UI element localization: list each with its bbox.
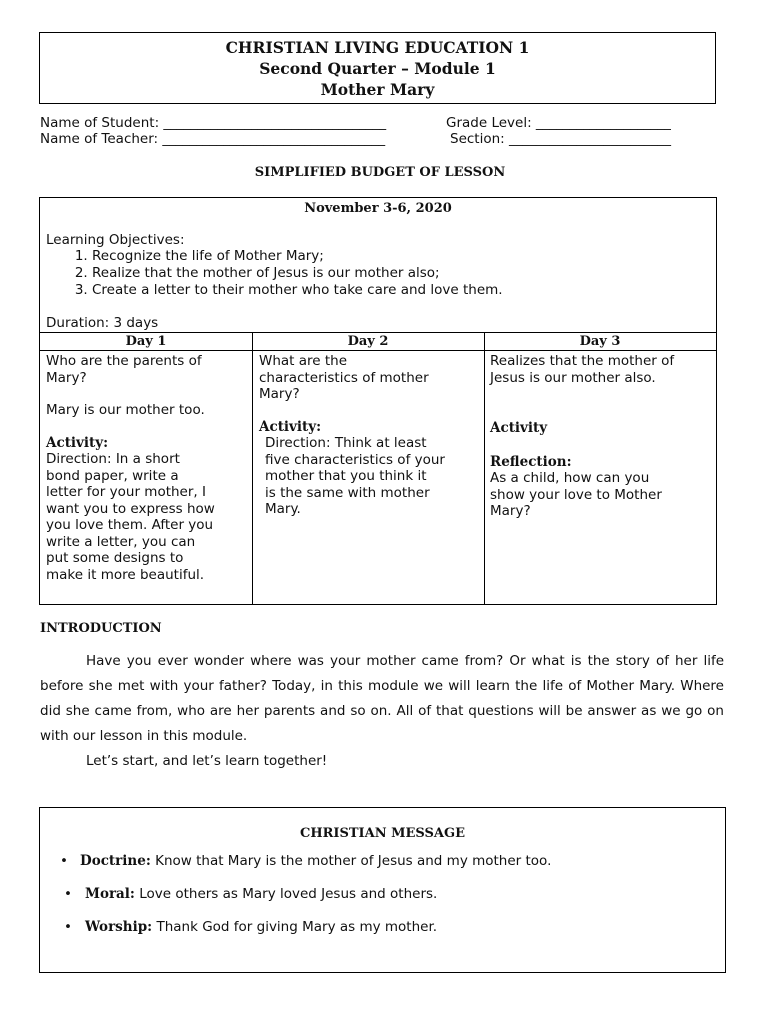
day1-activity-text: make it more beautiful.	[46, 566, 205, 583]
objective-item: 1. Recognize the life of Mother Mary;	[92, 248, 712, 265]
day2-activity-text: is the same with mother	[265, 484, 430, 501]
day1-activity-text: put some designs to	[46, 550, 184, 566]
message-text: Love others as Mary loved Jesus and others.	[134, 886, 438, 902]
day3-cell	[490, 353, 714, 520]
introduction-paragraph: Have you ever wonder where was your mother came from? Or what is the story of her life before she met with your father? Today, in this module we will learn the life of Mother Mary. Where did she came from, who are her parents and so on. All of that questions will be answer as we go on with our lesson in this module.	[40, 653, 724, 744]
day1-text: Mary?	[46, 369, 87, 386]
message-item-worship	[60, 919, 437, 935]
day2-header: Day 2	[347, 334, 389, 349]
module-topic: Mother Mary	[320, 80, 435, 99]
day2-text: Mary?	[259, 386, 300, 402]
day3-reflection-label: Reflection:	[490, 453, 572, 470]
message-item-doctrine	[60, 853, 551, 869]
day2-text: What are the	[259, 353, 348, 369]
day1-activity-text: letter for your mother, I	[46, 484, 206, 500]
day2-activity-text: five characteristics of your	[265, 451, 445, 468]
message-label: Doctrine:	[80, 853, 151, 869]
divider	[252, 332, 253, 604]
objectives-list	[70, 248, 712, 299]
day1-activity-text: you love them. After you	[46, 517, 214, 533]
introduction-heading: INTRODUCTION	[40, 621, 162, 636]
day1-header: Day 1	[125, 334, 167, 349]
divider	[40, 350, 716, 351]
budget-heading: SIMPLIFIED BUDGET OF LESSON	[254, 165, 506, 180]
day2-activity-text: Direction: Think at least	[265, 435, 427, 451]
budget-table	[39, 197, 717, 605]
day1-text: Who are the parents of	[46, 353, 202, 369]
title-box	[39, 32, 716, 104]
day3-reflection-text: As a child, how can you	[490, 470, 650, 486]
quarter-module: Second Quarter – Module 1	[259, 59, 496, 78]
day1-activity-text: Direction: In a short	[46, 451, 180, 467]
day2-activity-text: mother that you think it	[265, 468, 427, 484]
day1-activity-text: bond paper, write a	[46, 467, 179, 484]
day1-activity-text: write a letter, you can	[46, 533, 196, 550]
day3-header: Day 3	[579, 334, 621, 349]
day1-cell	[46, 353, 250, 583]
day3-text: Jesus is our mother also.	[490, 369, 656, 386]
divider	[484, 332, 485, 604]
day3-text: Realizes that the mother of	[490, 353, 675, 369]
bullet-icon: •	[64, 919, 72, 935]
objective-item: 3. Create a letter to their mother who take care and love them.	[92, 282, 712, 299]
message-label: Moral:	[85, 886, 135, 902]
section-line: Section: ________________________	[450, 131, 671, 147]
bullet-icon: •	[60, 853, 68, 869]
day-grid	[40, 332, 716, 604]
grade-level-line: Grade Level: ____________________	[446, 115, 671, 131]
day1-activity-label: Activity:	[46, 434, 109, 451]
day1-text: Mary is our mother too.	[46, 402, 205, 418]
duration: Duration: 3 days	[46, 315, 159, 331]
christian-message-box	[39, 807, 726, 973]
teacher-name-line: Name of Teacher: _________________________________	[40, 131, 386, 147]
introduction-closing: Let’s start, and let’s learn together!	[86, 753, 328, 769]
day2-cell	[259, 353, 483, 518]
message-item-moral	[60, 886, 437, 902]
divider	[40, 332, 716, 333]
document-title: CHRISTIAN LIVING EDUCATION 1	[225, 38, 530, 57]
student-name-line: Name of Student: _________________________________	[40, 115, 387, 131]
bullet-icon: •	[64, 886, 72, 902]
message-text: Thank God for giving Mary as my mother.	[152, 919, 438, 935]
day2-activity-label: Activity:	[259, 418, 322, 435]
objective-item: 2. Realize that the mother of Jesus is our mother also;	[92, 265, 712, 282]
day3-reflection-text: Mary?	[490, 503, 531, 519]
day3-reflection-text: show your love to Mother	[490, 486, 662, 503]
message-text: Know that Mary is the mother of Jesus and my mother too.	[150, 853, 552, 869]
christian-message-heading: CHRISTIAN MESSAGE	[299, 826, 466, 841]
day2-text: characteristics of mother	[259, 369, 429, 386]
objectives-label: Learning Objectives:	[46, 232, 185, 248]
message-label: Worship:	[85, 919, 153, 935]
day2-activity-text: Mary.	[265, 501, 301, 517]
lesson-date: November 3-6, 2020	[304, 201, 452, 216]
day3-activity-label: Activity	[490, 420, 548, 436]
day1-activity-text: want you to express how	[46, 500, 215, 517]
